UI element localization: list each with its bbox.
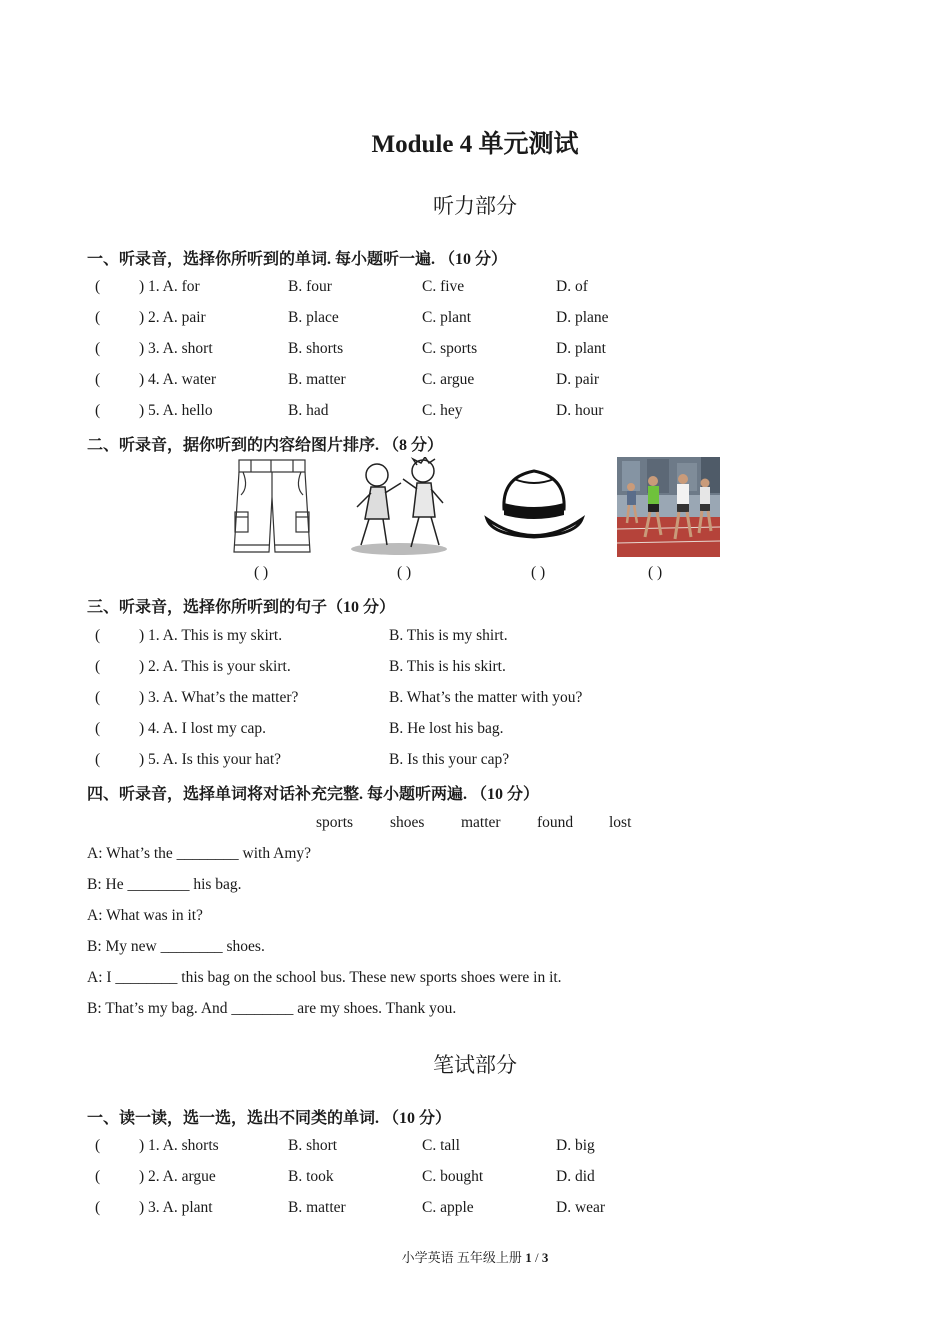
option-c: C. apple bbox=[422, 1199, 474, 1216]
option-a: ) 4. A. I lost my cap. bbox=[139, 720, 266, 737]
option-a: ) 5. A. Is this your hat? bbox=[139, 751, 282, 768]
dialogue-line: B: That’s my bag. And ________ are my shoes. Thank you. bbox=[87, 1000, 457, 1017]
section-1-heading: 一、听录音，选择你所听到的单词. 每小题听一遍. （10 分） bbox=[87, 251, 508, 268]
answer-paren: ( bbox=[95, 309, 101, 326]
answer-paren: ( bbox=[95, 689, 101, 706]
option-a: ) 1. A. for bbox=[139, 278, 200, 295]
option-a: ) 1. A. shorts bbox=[139, 1137, 219, 1154]
option-d: D. wear bbox=[556, 1199, 606, 1216]
written-heading: 笔试部分 bbox=[433, 1053, 517, 1077]
word-bank-lost: lost bbox=[609, 814, 632, 831]
answer-paren: ( bbox=[95, 340, 101, 357]
option-b: B. place bbox=[288, 309, 339, 326]
listening-heading: 听力部分 bbox=[433, 194, 517, 218]
section-3-heading: 三、听录音，选择你所听到的句子（10 分） bbox=[87, 599, 396, 616]
option-b: B. What’s the matter with you? bbox=[389, 689, 583, 706]
option-b: B. matter bbox=[288, 1199, 346, 1216]
page-separator: / bbox=[531, 1250, 542, 1265]
answer-paren: ( bbox=[95, 371, 101, 388]
option-b: B. had bbox=[288, 402, 329, 419]
answer-paren: ( bbox=[95, 1137, 101, 1154]
option-a: ) 3. A. plant bbox=[139, 1199, 213, 1216]
option-b: B. took bbox=[288, 1168, 334, 1185]
dialogue-line: A: I ________ this bag on the school bus. These new sports shoes were in it. bbox=[87, 969, 562, 986]
page-total: 3 bbox=[541, 1250, 549, 1265]
hat-picture bbox=[484, 457, 585, 557]
option-b: B. This is my shirt. bbox=[389, 627, 508, 644]
shorts-picture bbox=[231, 457, 313, 557]
option-c: C. sports bbox=[422, 340, 478, 357]
option-d: D. plant bbox=[556, 340, 606, 357]
answer-paren: ( bbox=[95, 402, 101, 419]
answer-paren: ( bbox=[95, 658, 101, 675]
option-c: C. tall bbox=[422, 1137, 460, 1154]
option-b: B. short bbox=[288, 1137, 338, 1154]
order-blank[interactable]: ( ) bbox=[254, 564, 269, 581]
arguing-people-picture bbox=[349, 457, 450, 557]
page-title: Module 4 单元测试 bbox=[371, 131, 579, 158]
option-b: B. matter bbox=[288, 371, 346, 388]
order-blank[interactable]: ( ) bbox=[531, 564, 546, 581]
page-number: 1 bbox=[525, 1250, 532, 1265]
option-b: B. shorts bbox=[288, 340, 344, 357]
option-a: ) 3. A. short bbox=[139, 340, 213, 357]
dialogue-line: A: What’s the ________ with Amy? bbox=[87, 845, 312, 862]
option-d: D. big bbox=[556, 1137, 595, 1154]
option-d: D. hour bbox=[556, 402, 604, 419]
option-a: ) 5. A. hello bbox=[139, 402, 213, 419]
order-blank[interactable]: ( ) bbox=[648, 564, 663, 581]
answer-paren: ( bbox=[95, 1199, 101, 1216]
option-d: D. of bbox=[556, 278, 588, 295]
option-a: ) 2. A. pair bbox=[139, 309, 206, 326]
page-footer bbox=[0, 1247, 950, 1266]
option-c: C. argue bbox=[422, 371, 475, 388]
dialogue-line: A: What was in it? bbox=[87, 907, 203, 924]
option-a: ) 1. A. This is my skirt. bbox=[139, 627, 283, 644]
section-4-heading: 四、听录音，选择单词将对话补充完整. 每小题听两遍. （10 分） bbox=[87, 786, 540, 803]
option-d: D. did bbox=[556, 1168, 595, 1185]
option-a: ) 3. A. What’s the matter? bbox=[139, 689, 299, 706]
dialogue-line: B: My new ________ shoes. bbox=[87, 938, 265, 955]
word-bank-found: found bbox=[537, 814, 574, 831]
option-b: B. four bbox=[288, 278, 332, 295]
answer-paren: ( bbox=[95, 720, 101, 737]
answer-paren: ( bbox=[95, 278, 101, 295]
option-c: C. hey bbox=[422, 402, 463, 419]
answer-paren: ( bbox=[95, 1168, 101, 1185]
option-d: D. pair bbox=[556, 371, 600, 388]
word-bank-matter: matter bbox=[461, 814, 501, 831]
written-section-1-heading: 一、读一读，选一选，选出不同类的单词. （10 分） bbox=[87, 1110, 452, 1127]
word-bank-shoes: shoes bbox=[390, 814, 425, 831]
dialogue-line: B: He ________ his bag. bbox=[87, 876, 242, 893]
option-a: ) 2. A. argue bbox=[139, 1168, 216, 1185]
answer-paren: ( bbox=[95, 751, 101, 768]
option-b: B. Is this your cap? bbox=[389, 751, 510, 768]
option-d: D. plane bbox=[556, 309, 609, 326]
option-a: ) 2. A. This is your skirt. bbox=[139, 658, 291, 675]
word-bank-sports: sports bbox=[316, 814, 354, 831]
answer-paren: ( bbox=[95, 627, 101, 644]
option-a: ) 4. A. water bbox=[139, 371, 217, 388]
option-b: B. This is his skirt. bbox=[389, 658, 506, 675]
footer-text: 小学英语 五年级上册 bbox=[401, 1250, 526, 1265]
runners-photo bbox=[617, 457, 720, 557]
option-c: C. bought bbox=[422, 1168, 484, 1185]
option-c: C. plant bbox=[422, 309, 472, 326]
section-2-heading: 二、听录音，据你听到的内容给图片排序. （8 分） bbox=[87, 437, 444, 454]
option-b: B. He lost his bag. bbox=[389, 720, 504, 737]
option-c: C. five bbox=[422, 278, 465, 295]
order-blank[interactable]: ( ) bbox=[397, 564, 412, 581]
